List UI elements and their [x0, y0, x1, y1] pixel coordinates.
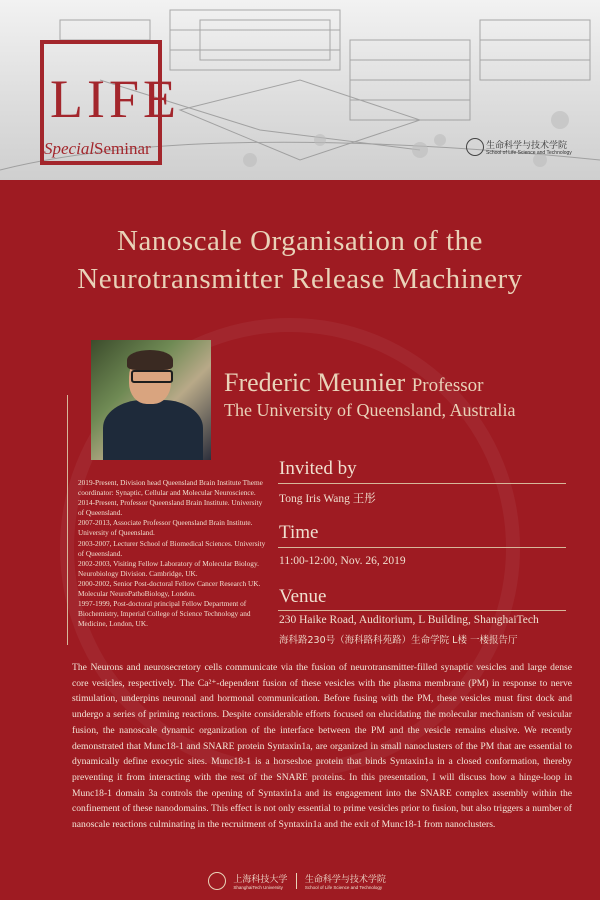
speaker-role: Professor	[411, 375, 484, 396]
bio-item: 1997-1999, Post-doctoral principal Fellow Department of Biochemistry, Imperial College of Science Technology and Medicine, London, UK.	[78, 599, 251, 629]
invited-value: Tong Iris Wang 王彤	[279, 493, 376, 505]
divider-vertical	[67, 395, 68, 645]
invited-heading: Invited by	[279, 458, 357, 479]
university-seal-icon	[208, 872, 226, 890]
footer-university-cn: 上海科技大学	[233, 875, 288, 885]
speaker-name-line	[224, 368, 483, 398]
invited-rule	[278, 483, 566, 484]
time-rule	[278, 547, 566, 548]
venue-line1: 230 Haike Road, Auditorium, L Building, ShanghaiTech	[279, 614, 539, 626]
footer	[0, 872, 600, 890]
bio-item: 2003-2007, Lecturer School of Biomedical Sciences. University of Queensland.	[78, 538, 266, 558]
footer-university-en: ShanghaiTech University	[233, 885, 283, 890]
talk-title-line1: Nanoscale Organisation of the	[117, 225, 483, 257]
header-banner	[0, 0, 600, 180]
school-name-cn: 生命科学与技术学院	[486, 141, 568, 151]
footer-university	[233, 872, 287, 890]
logo-special-seminar	[44, 139, 151, 159]
speaker-photo	[91, 340, 211, 460]
bio-item: 2014-Present, Professor Queensland Brain Institute. University of Queensland.	[78, 498, 263, 518]
speaker-name: Frederic Meunier	[224, 368, 406, 397]
talk-title	[0, 222, 600, 298]
school-name-en: School of Life Science and Technology	[486, 150, 572, 156]
school-seal-icon	[466, 138, 484, 156]
speaker-bio	[78, 478, 266, 629]
venue-rule	[278, 610, 566, 611]
speaker-affiliation: The University of Queensland, Australia	[224, 400, 516, 420]
bio-item: 2007-2013, Associate Professor Queensland Brain Institute. University of Queensland.	[78, 518, 253, 538]
time-value: 11:00-12:00, Nov. 26, 2019	[279, 555, 406, 567]
footer-school-cn: 生命科学与技术学院	[304, 875, 386, 885]
bio-item: 2019-Present, Division head Queensland Brain Institute Theme coordinator: Synaptic, Cellular and Molecular Neuroscience.	[78, 478, 263, 498]
talk-title-line2: Neurotransmitter Release Machinery	[77, 263, 523, 295]
venue-line2: 海科路230号（海科路科苑路）生命学院 L楼 一楼报告厅	[279, 635, 518, 646]
logo-special-text: Special	[44, 139, 95, 158]
venue-heading: Venue	[279, 586, 327, 607]
logo-seminar-text: Seminar	[94, 139, 151, 158]
bio-item: 2002-2003, Visiting Fellow Laboratory of Molecular Biology. Neurobiology Division. Cambridge, UK.	[78, 558, 259, 578]
logo-life-text: LIFE	[50, 69, 180, 129]
footer-divider	[296, 873, 297, 889]
footer-school-en: School of Life Science and Technology	[304, 885, 383, 890]
abstract: The Neurons and neurosecretory cells communicate via the fusion of neurotransmitter-filled synaptic vesicles and large dense core vesicles, respectively. The Ca²⁺-dependent fusion of these vesicles with the plasma membrane (PM) in response to nerve stimulation, underpins neuronal and hormonal communication. Before fusing with the PM, these vesicles must first dock and undergo a series of priming reactions. Despite considerable efforts focused on elucidating the molecular mechanism of vesicular fusion, the nanoscale dynamic organization of the interface between the PM and the vesicle remains elusive. We recently demonstrated that Munc18-1 and SNARE protein Syntaxin1a, are organized in small nanoclusters of the PM that are essential to dynamically define exocytic sites. Munc18-1 is a horseshoe protein that binds Syntaxin1a in a closed conformation, thereby preventing it from interacting with the rest of the SNARE proteins. In this presentation, I will discuss how a hinge-loop in Munc18-1 domain 3a controls the opening of Syntaxin1a and its engagement into the SNARE complex assembly within the confinement of these nanodomains. This effect is not only essential to prime vesicles prior to fusion, but also triggers a number of nanoscale reactions culminating in the recruitment of Syntaxin1a and the exit of Munc18-1 from nanoclusters.	[72, 662, 572, 831]
time-heading: Time	[279, 522, 319, 543]
footer-school	[305, 872, 386, 890]
bio-item: 2000-2002, Senior Post-doctoral Fellow Cancer Research UK. Molecular NeuroPathoBiology, London.	[78, 578, 261, 599]
